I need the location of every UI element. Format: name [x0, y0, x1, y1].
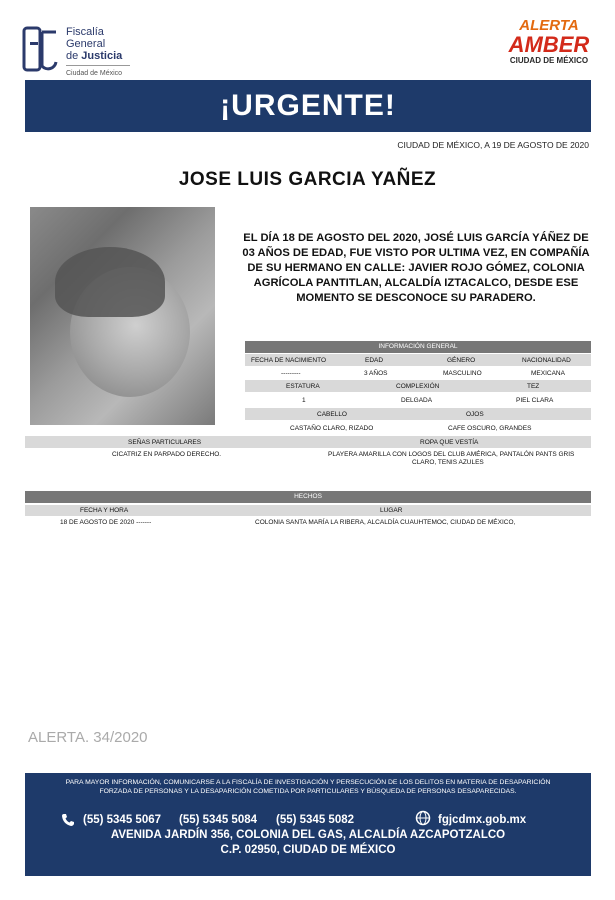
v-complexion: DELGADA — [401, 397, 433, 404]
h-cabello: CABELLO — [317, 411, 347, 418]
h-genero: GÉNERO — [447, 357, 476, 364]
h-estatura: ESTATURA — [286, 383, 320, 390]
address-line1: AVENIDA JARDÍN 356, COLONIA DEL GAS, ALCALDÍA AZCAPOTZALCO — [110, 829, 506, 841]
hechos-header: HECHOS — [25, 491, 591, 503]
v-nacimiento: --------- — [281, 370, 301, 377]
h-ojos: OJOS — [466, 411, 484, 418]
phone-1: (55) 5345 5067 — [83, 814, 162, 826]
h-edad: EDAD — [365, 357, 384, 364]
website-link[interactable]: fgjcdmx.gob.mx — [438, 814, 527, 826]
footer-contact — [25, 773, 591, 876]
fgj-logo-icon — [22, 24, 60, 74]
v-lugar: COLONIA SANTA MARÍA LA RIBERA, ALCALDÍA CUAUHTEMOC, CIUDAD DE MÉXICO, — [255, 519, 516, 526]
h-complexion: COMPLEXIÓN — [396, 383, 440, 390]
logo-line1: Fiscalía — [66, 26, 104, 38]
v-genero: MASCULINO — [443, 370, 482, 377]
v-tez: PIEL CLARA — [516, 397, 554, 404]
h-tez: TEZ — [527, 383, 540, 390]
h-nacionalidad: NACIONALIDAD — [522, 357, 571, 364]
alerta-number: ALERTA. 34/2020 — [28, 729, 148, 746]
h-nacimiento: FECHA DE NACIMIENTO — [251, 357, 327, 364]
senas-header — [25, 436, 591, 448]
h-fecha: FECHA Y HORA — [80, 507, 129, 514]
v-edad: 3 AÑOS — [364, 370, 388, 377]
urgent-banner: ¡URGENTE! — [25, 80, 591, 132]
info-row3-header — [245, 408, 591, 420]
v-fecha: 18 DE AGOSTO DE 2020 ------- — [60, 519, 152, 526]
dateline: CIUDAD DE MÉXICO, A 19 DE AGOSTO DE 2020 — [397, 140, 589, 150]
missing-person-name: JOSE LUIS GARCIA YAÑEZ — [178, 169, 437, 190]
v-nacionalidad: MEXICANA — [531, 370, 565, 377]
v-cabello: CASTAÑO CLARO, RIZADO — [290, 425, 374, 432]
case-description: EL DÍA 18 DE AGOSTO DEL 2020, JOSÉ LUIS GARCÍA YÁÑEZ DE 03 AÑOS DE EDAD, FUE VISTO POR ULTIMA VEZ, EN COMPAÑÍA DE SU HERMANO EN CALLE: JAVIER ROJO GÓMEZ, COLONIA AGRÍCOLA PANTITLAN, ALCALDÍA IZTACALCO, DESDE ESE MOMENTO SE DESCONOCE SU PARADERO. — [242, 232, 590, 304]
phone-icon — [61, 813, 75, 827]
fgj-logo-text — [66, 26, 130, 80]
h-lugar: LUGAR — [380, 507, 403, 514]
v-estatura: 1 — [302, 397, 306, 404]
logo-sub: Ciudad de México — [66, 65, 130, 80]
v-ropa-1: PLAYERA AMARILLA CON LOGOS DEL CLUB AMÉRICA, PANTALÓN PANTS GRIS — [328, 451, 575, 458]
h-ropa: ROPA QUE VESTÍA — [420, 439, 479, 446]
v-senas: CICATRIZ EN PARPADO DERECHO. — [112, 451, 222, 458]
logo-line2: General — [66, 38, 106, 50]
logo-line3: de Justicia — [66, 50, 123, 62]
v-ojos: CAFE OSCURO, GRANDES — [448, 425, 532, 432]
v-ropa-2: CLARO, TENIS AZULES — [412, 459, 484, 466]
globe-icon — [415, 810, 431, 826]
phone-2: (55) 5345 5084 — [179, 814, 258, 826]
alerta-amber-logo: ALERTA AMBER CIUDAD DE MÉXICO — [508, 17, 590, 65]
phone-3: (55) 5345 5082 — [276, 814, 355, 826]
h-senas: SEÑAS PARTICULARES — [128, 439, 202, 446]
info-general-header: INFORMACIÓN GENERAL — [245, 341, 591, 353]
address-line2: C.P. 02950, CIUDAD DE MÉXICO — [220, 844, 396, 856]
person-photo — [30, 207, 215, 425]
footer-info: PARA MAYOR INFORMACIÓN, COMUNICARSE A LA FISCALÍA DE INVESTIGACIÓN Y PERSECUCIÓN DE LOS DELITOS EN MATERIA DE DESAPARICIÓN FORZADA DE PERSONAS Y LA DESAPARICIÓN COMETIDA POR PARTICULARES Y BÚSQUEDA DE PERSONAS DESAPARECIDAS. — [65, 779, 551, 795]
